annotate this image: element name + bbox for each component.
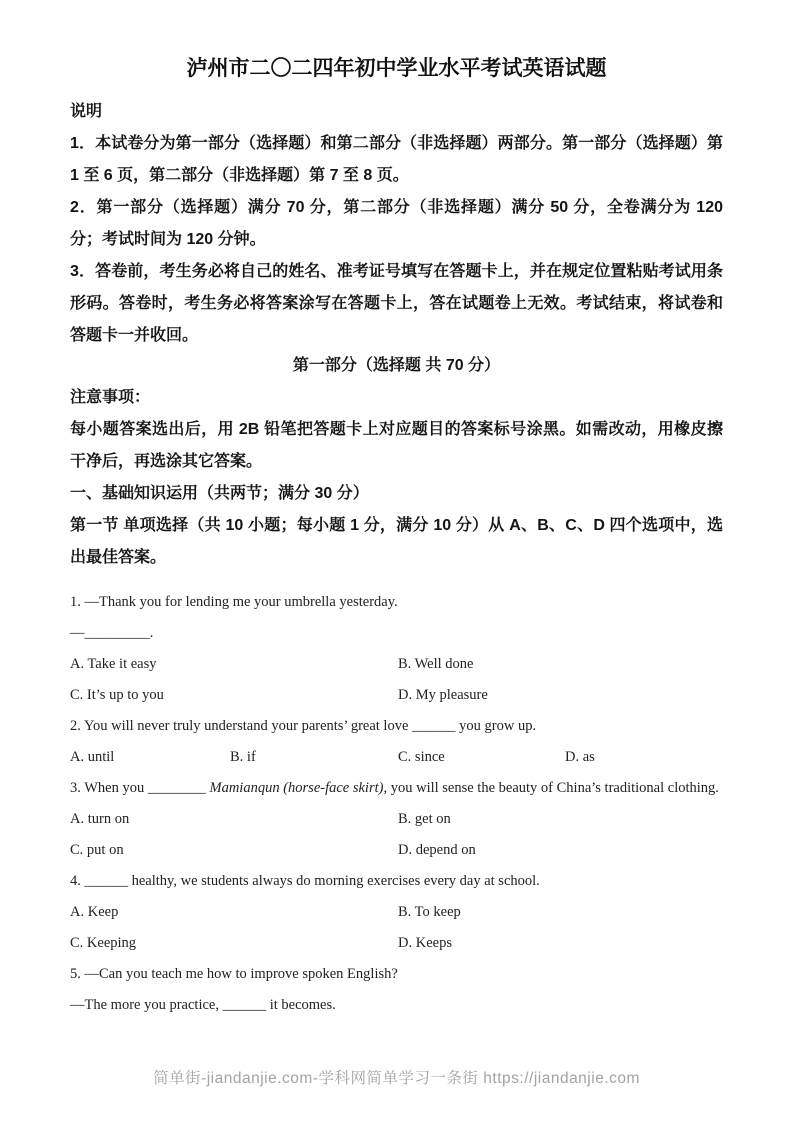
- option-row: [70, 804, 723, 835]
- option-b: B. get on: [398, 811, 451, 827]
- option-d: D. Keeps: [398, 935, 452, 951]
- instructions-label: 说明: [70, 103, 103, 120]
- question-3: [70, 773, 723, 866]
- stem-text: , you will sense the beauty of China’s traditional clothing.: [383, 780, 719, 796]
- stem-italic-text: Mamianqun (horse-face skirt): [209, 780, 384, 796]
- question-stem: 1. —Thank you for lending me your umbrella yesterday.: [70, 594, 398, 610]
- option-d: D. as: [565, 749, 595, 765]
- question-1: [70, 587, 723, 711]
- option-c: C. since: [398, 749, 445, 765]
- option-row: [70, 928, 723, 959]
- question-stem: 2. You will never truly understand your parents’ great love ______ you grow up.: [70, 718, 537, 734]
- option-d: D. depend on: [398, 842, 476, 858]
- option-b: B. To keep: [398, 904, 461, 920]
- question-list: [70, 587, 723, 1021]
- option-row: [70, 835, 723, 866]
- option-b: B. if: [230, 749, 256, 765]
- question-stem: 5. —Can you teach me how to improve spoken English?: [70, 966, 398, 982]
- option-row: [70, 742, 723, 773]
- option-b: B. Well done: [398, 656, 474, 672]
- instruction-item-2: 2．第一部分（选择题）满分 70 分，第二部分（非选择题）满分 50 分，全卷满分为 120 分；考试时间为 120 分钟。: [70, 199, 723, 248]
- stem-text: 3. When you ________: [70, 780, 210, 796]
- option-a: A. Keep: [70, 904, 119, 920]
- option-c: C. It’s up to you: [70, 687, 164, 703]
- section-heading: 一、基础知识运用（共两节；满分 30 分）: [70, 485, 369, 502]
- notice-label: 注意事项：: [70, 389, 151, 406]
- option-row: [70, 680, 723, 711]
- subsection-heading: 第一节 单项选择（共 10 小题；每小题 1 分，满分 10 分）从 A、B、C、D 四个选项中，选出最佳答案。: [70, 517, 723, 566]
- question-stem: 4. ______ healthy, we students always do morning exercises every day at school.: [70, 873, 540, 889]
- option-a: A. Take it easy: [70, 656, 157, 672]
- part1-heading: 第一部分（选择题 共 70 分）: [292, 357, 501, 374]
- question-2: [70, 711, 723, 773]
- option-c: C. Keeping: [70, 935, 137, 951]
- question-stem-reply: —The more you practice, ______ it becomes.: [70, 997, 336, 1013]
- option-a: A. turn on: [70, 811, 130, 827]
- question-blank-line: —_________.: [70, 625, 154, 641]
- option-a: A. until: [70, 749, 115, 765]
- question-4: [70, 866, 723, 959]
- option-row: [70, 897, 723, 928]
- instruction-item-1: 1．本试卷分为第一部分（选择题）和第二部分（非选择题）两部分。第一部分（选择题）第 1 至 6 页，第二部分（非选择题）第 7 至 8 页。: [70, 135, 723, 184]
- watermark-footer: 简单街-jiandanjie.com-学科网简单学习一条街 https://jiandanjie.com: [153, 1070, 640, 1087]
- option-row: [70, 649, 723, 680]
- notice-text: 每小题答案选出后，用 2B 铅笔把答题卡上对应题目的答案标号涂黑。如需改动，用橡皮擦干净后，再选涂其它答案。: [70, 421, 723, 470]
- instruction-item-3: 3．答卷前，考生务必将自己的姓名、准考证号填写在答题卡上，并在规定位置粘贴考试用条形码。答卷时，考生务必将答案涂写在答题卡上，答在试题卷上无效。考试结束，将试卷和答题卡一并收回。: [70, 263, 723, 344]
- page-title: 泸州市二〇二四年初中学业水平考试英语试题: [186, 57, 607, 80]
- option-d: D. My pleasure: [398, 687, 488, 703]
- question-5: [70, 959, 723, 1021]
- question-stem: [70, 773, 723, 804]
- option-c: C. put on: [70, 842, 124, 858]
